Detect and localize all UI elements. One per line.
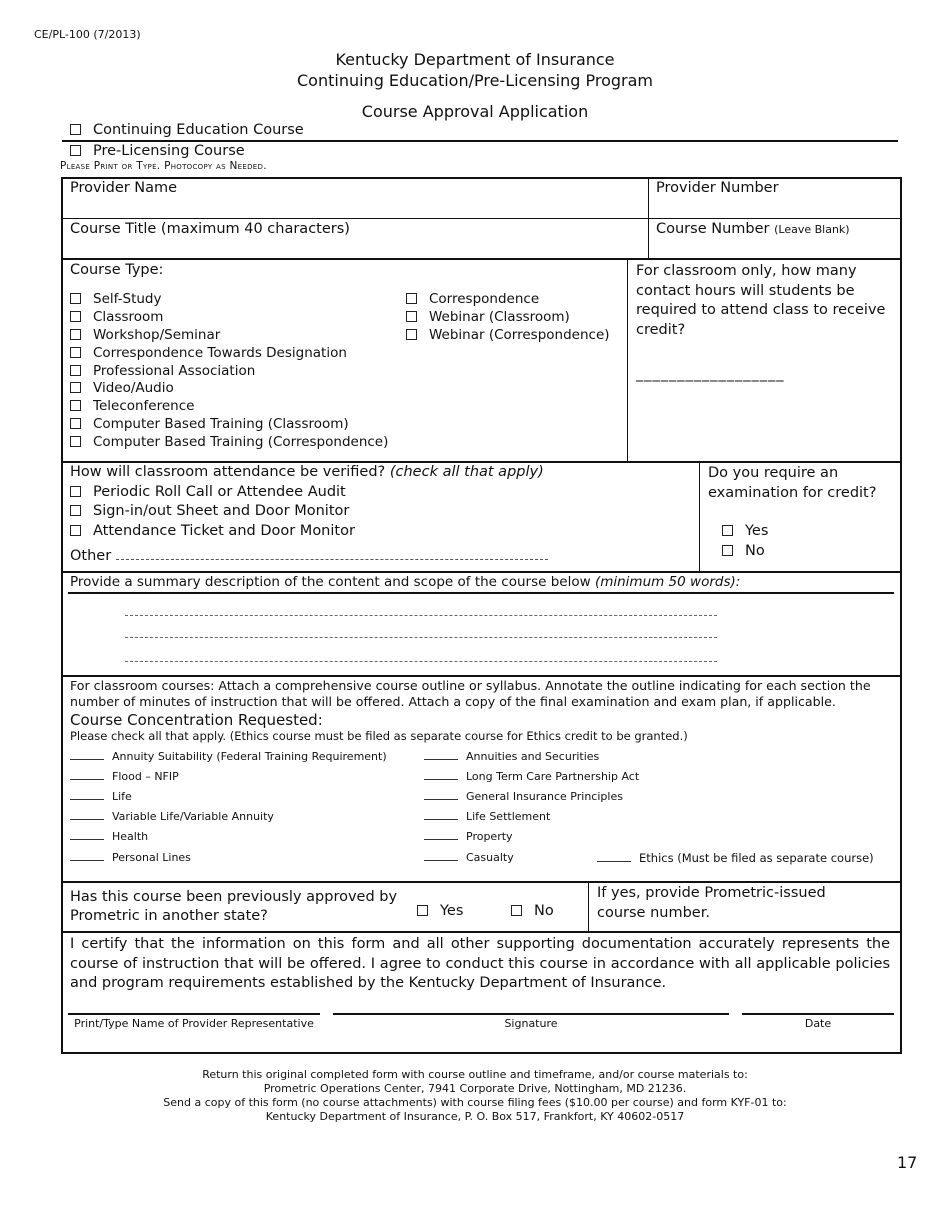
divider bbox=[627, 260, 628, 462]
checkbox-label: Pre-Licensing Course bbox=[93, 143, 245, 159]
divider bbox=[588, 883, 589, 931]
contact-hours-field[interactable]: __________________ bbox=[636, 366, 785, 382]
concentration-ethics[interactable] bbox=[597, 851, 874, 865]
checkbox-icon bbox=[406, 311, 417, 322]
option-label: Webinar (Classroom) bbox=[429, 309, 570, 325]
check-line bbox=[424, 759, 458, 760]
divider bbox=[63, 931, 900, 933]
concentration-annuities-securities[interactable] bbox=[424, 750, 599, 763]
provider-name-label: Provider Name bbox=[70, 180, 178, 196]
concentration-casualty[interactable] bbox=[424, 851, 514, 864]
prometric-question: Has this course been previously approved by Prometric in another state? bbox=[70, 889, 398, 924]
concentration-note: Please check all that apply. (Ethics course must be filed as separate course for Ethics credit to be granted.) bbox=[70, 729, 688, 743]
agency-title: Kentucky Department of Insurance bbox=[335, 50, 615, 69]
checkbox-icon bbox=[70, 347, 81, 358]
checkbox-icon bbox=[70, 436, 81, 447]
option-label: Variable Life/Variable Annuity bbox=[112, 810, 274, 823]
check-line bbox=[70, 839, 104, 840]
exam-no[interactable] bbox=[722, 543, 765, 559]
concentration-life-settlement[interactable] bbox=[424, 810, 550, 823]
option-label: Health bbox=[112, 830, 149, 843]
footer-line-1: Return this original completed form with course outline and timeframe, and/or course materials to: bbox=[202, 1068, 748, 1081]
option-label: Computer Based Training (Classroom) bbox=[93, 416, 349, 432]
check-line bbox=[597, 861, 631, 862]
option-label: Correspondence Towards Designation bbox=[93, 345, 347, 361]
check-line bbox=[70, 819, 104, 820]
form-code: CE/PL-100 (7/2013) bbox=[34, 28, 141, 41]
option-label: Teleconference bbox=[93, 398, 195, 414]
divider bbox=[63, 675, 900, 677]
course-title-label: Course Title (maximum 40 characters) bbox=[70, 221, 350, 237]
page-number: 17 bbox=[897, 1153, 918, 1172]
option-label: Classroom bbox=[93, 309, 164, 325]
checkbox-pl-course[interactable] bbox=[70, 143, 245, 159]
checkbox-icon bbox=[70, 293, 81, 304]
course-number-label bbox=[656, 221, 850, 237]
form-title: Course Approval Application bbox=[361, 102, 589, 121]
divider bbox=[699, 463, 700, 571]
course-type-self-study[interactable] bbox=[70, 291, 162, 307]
contact-hours-question: For classroom only, how many contact hours will students be required to attend class to receive credit? bbox=[636, 263, 886, 338]
checkbox-ce-course[interactable] bbox=[70, 122, 304, 138]
certification-text: I certify that the information on this form and all other supporting documentation accurately represents the course of instruction that will be offered. I agree to conduct this course in accordance with all applicable policies and program requirements established by the Kentucky Department of Insurance. bbox=[70, 936, 890, 992]
option-label: Long Term Care Partnership Act bbox=[466, 770, 640, 783]
option-label: Self-Study bbox=[93, 291, 162, 307]
option-label: Correspondence bbox=[429, 291, 540, 307]
check-line bbox=[70, 799, 104, 800]
option-label: Casualty bbox=[466, 851, 514, 864]
checkbox-icon bbox=[406, 293, 417, 304]
provider-number-label: Provider Number bbox=[656, 180, 779, 196]
checkbox-icon bbox=[70, 486, 81, 497]
option-label: General Insurance Principles bbox=[466, 790, 623, 803]
attendance-question-note: (check all that apply) bbox=[389, 464, 544, 480]
signature-label: Signature bbox=[504, 1017, 558, 1030]
option-label: Annuity Suitability (Federal Training Requirement) bbox=[112, 750, 387, 763]
rep-name-field[interactable] bbox=[68, 1013, 320, 1030]
option-label: Life bbox=[112, 790, 132, 803]
divider bbox=[63, 218, 900, 219]
concentration-property[interactable] bbox=[424, 830, 513, 843]
other-label: Other bbox=[70, 548, 112, 564]
option-label: Yes bbox=[440, 903, 464, 919]
checkbox-icon bbox=[70, 505, 81, 516]
summary-rule bbox=[68, 592, 894, 594]
course-type-video-audio[interactable] bbox=[70, 380, 174, 396]
exam-question: Do you require an examination for credit? bbox=[708, 465, 877, 501]
prometric-yes[interactable] bbox=[417, 903, 463, 919]
course-type-webinar-correspondence[interactable] bbox=[406, 327, 610, 343]
attendance-other bbox=[70, 548, 548, 564]
option-label: Webinar (Correspondence) bbox=[429, 327, 610, 343]
check-line bbox=[424, 799, 458, 800]
attendance-question bbox=[70, 464, 544, 480]
date-field[interactable] bbox=[742, 1013, 894, 1030]
check-line bbox=[424, 819, 458, 820]
course-type-webinar-classroom[interactable] bbox=[406, 309, 570, 325]
footer-line-4: Kentucky Department of Insurance, P. O. Box 517, Frankfort, KY 40602-0517 bbox=[265, 1110, 685, 1123]
checkbox-icon bbox=[722, 545, 733, 556]
option-label: Workshop/Seminar bbox=[93, 327, 221, 343]
attendance-ticket[interactable] bbox=[70, 523, 355, 539]
course-type-cbt-classroom[interactable] bbox=[70, 416, 349, 432]
course-number-note: (Leave Blank) bbox=[774, 223, 850, 236]
divider bbox=[648, 179, 649, 259]
course-number-text: Course Number bbox=[656, 221, 770, 237]
divider bbox=[63, 571, 900, 573]
concentration-life[interactable] bbox=[70, 790, 132, 803]
course-type-correspondence-designation[interactable] bbox=[70, 345, 347, 361]
checkbox-label: Continuing Education Course bbox=[93, 122, 304, 138]
check-line bbox=[424, 779, 458, 780]
program-title: Continuing Education/Pre-Licensing Program bbox=[297, 71, 653, 90]
outline-instruction: For classroom courses: Attach a comprehensive course outline or syllabus. Annotate the outline indicating for each section the number of minutes of instruction that will be offered. Attach a copy of the final examination and exam plan, if applicable. bbox=[70, 678, 871, 709]
divider bbox=[63, 881, 900, 883]
footer-line-2: Prometric Operations Center, 7941 Corporate Drive, Nottingham, MD 21236. bbox=[263, 1082, 687, 1095]
option-label: Personal Lines bbox=[112, 851, 191, 864]
concentration-variable-life[interactable] bbox=[70, 810, 274, 823]
option-label: Periodic Roll Call or Attendee Audit bbox=[93, 484, 346, 500]
course-type-professional-association[interactable] bbox=[70, 363, 255, 379]
checkbox-icon bbox=[70, 329, 81, 340]
summary-line[interactable] bbox=[125, 661, 717, 662]
checkbox-icon bbox=[70, 400, 81, 411]
option-label: Property bbox=[466, 830, 513, 843]
checkbox-icon bbox=[70, 311, 81, 322]
concentration-flood[interactable] bbox=[70, 770, 179, 783]
option-label: Attendance Ticket and Door Monitor bbox=[93, 523, 355, 539]
checkbox-icon bbox=[511, 905, 522, 916]
option-label: Sign-in/out Sheet and Door Monitor bbox=[93, 503, 350, 519]
option-label: Ethics (Must be filed as separate course) bbox=[639, 851, 874, 865]
summary-line[interactable] bbox=[125, 637, 717, 638]
checkbox-icon bbox=[406, 329, 417, 340]
concentration-annuity-suitability[interactable] bbox=[70, 750, 387, 763]
course-type-label: Course Type: bbox=[70, 262, 164, 278]
summary-note: (minimum 50 words): bbox=[594, 574, 741, 590]
course-type-workshop[interactable] bbox=[70, 327, 220, 343]
print-instruction: Please Print or Type. Photocopy as Needed. bbox=[60, 160, 267, 172]
summary-label bbox=[70, 574, 740, 590]
concentration-general-principles[interactable] bbox=[424, 790, 623, 803]
course-type-cbt-correspondence[interactable] bbox=[70, 434, 388, 450]
signature-field[interactable] bbox=[333, 1013, 729, 1030]
option-label: No bbox=[745, 543, 765, 559]
course-type-classroom[interactable] bbox=[70, 309, 163, 325]
option-label: Annuities and Securities bbox=[466, 750, 600, 763]
course-type-teleconference[interactable] bbox=[70, 398, 194, 414]
summary-line[interactable] bbox=[125, 615, 717, 616]
prometric-no[interactable] bbox=[511, 903, 554, 919]
prometric-number-label: If yes, provide Prometric-issued course number. bbox=[597, 885, 826, 921]
rep-name-label: Print/Type Name of Provider Representative bbox=[74, 1017, 314, 1030]
concentration-ltc-partnership[interactable] bbox=[424, 770, 639, 783]
footer-line-3: Send a copy of this form (no course attachments) with course filing fees ($10.00 per course) and form KYF-01 to: bbox=[163, 1096, 787, 1109]
check-line bbox=[424, 839, 458, 840]
checkbox-icon bbox=[417, 905, 428, 916]
concentration-health[interactable] bbox=[70, 830, 148, 843]
option-label: Professional Association bbox=[93, 363, 256, 379]
divider bbox=[62, 140, 898, 142]
option-label: Video/Audio bbox=[93, 380, 174, 396]
checkbox-icon bbox=[70, 382, 81, 393]
option-label: Yes bbox=[745, 523, 769, 539]
option-label: Life Settlement bbox=[466, 810, 551, 823]
summary-label-text: Provide a summary description of the content and scope of the course below bbox=[70, 574, 591, 590]
exam-yes[interactable] bbox=[722, 523, 768, 539]
course-type-correspondence[interactable] bbox=[406, 291, 539, 307]
other-input[interactable] bbox=[116, 559, 548, 560]
checkbox-icon bbox=[70, 365, 81, 376]
check-line bbox=[70, 860, 104, 861]
checkbox-icon bbox=[70, 525, 81, 536]
checkbox-icon bbox=[70, 145, 81, 156]
checkbox-icon bbox=[70, 124, 81, 135]
option-label: Computer Based Training (Correspondence) bbox=[93, 434, 389, 450]
attendance-sign-in[interactable] bbox=[70, 503, 349, 519]
check-line bbox=[424, 860, 458, 861]
check-line bbox=[70, 759, 104, 760]
divider bbox=[63, 258, 900, 260]
checkbox-icon bbox=[70, 418, 81, 429]
divider bbox=[63, 461, 900, 463]
option-label: Flood – NFIP bbox=[112, 770, 179, 783]
attendance-roll-call[interactable] bbox=[70, 484, 346, 500]
option-label: No bbox=[534, 903, 554, 919]
check-line bbox=[70, 779, 104, 780]
concentration-personal-lines[interactable] bbox=[70, 851, 191, 864]
checkbox-icon bbox=[722, 525, 733, 536]
concentration-heading: Course Concentration Requested: bbox=[70, 711, 323, 729]
attendance-question-text: How will classroom attendance be verified? bbox=[70, 464, 386, 480]
date-label: Date bbox=[804, 1017, 832, 1030]
